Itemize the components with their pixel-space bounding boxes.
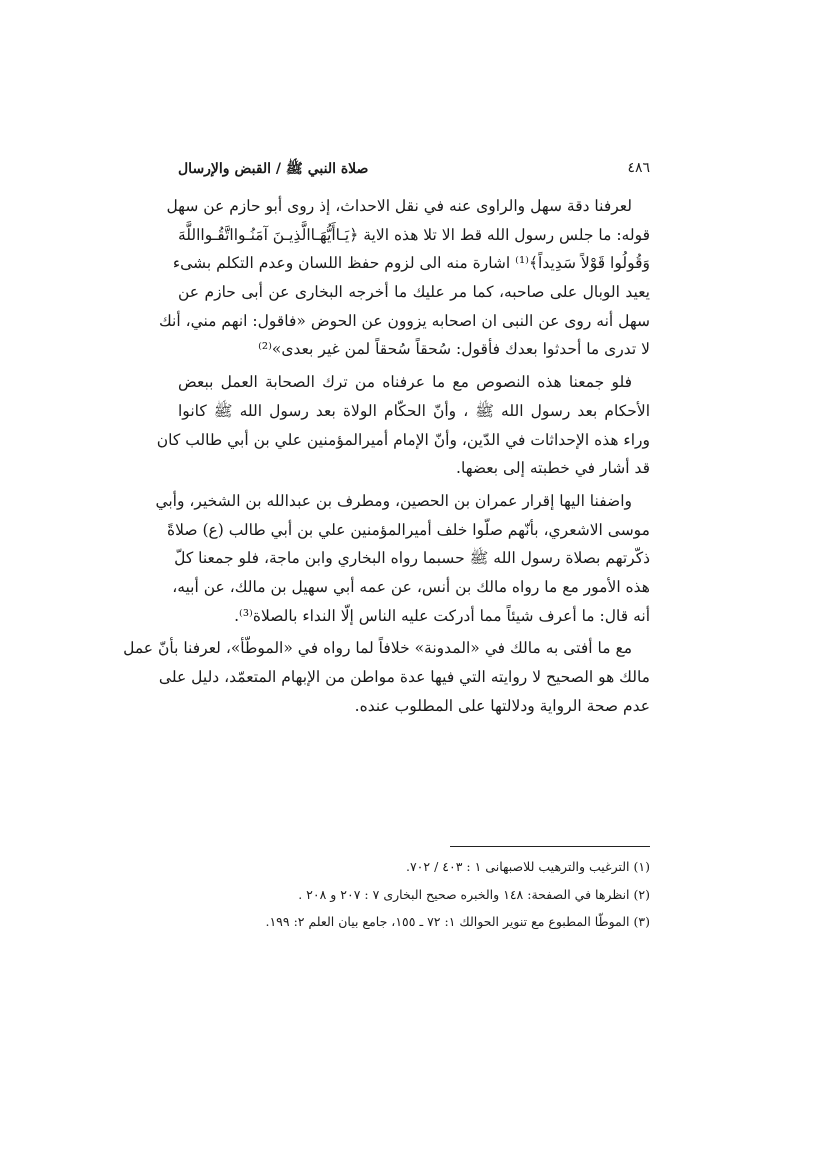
text-line: عدم صحة الرواية ودلالتها على المطلوب عنده. [354, 696, 650, 715]
text-line: الأحكام بعد رسول الله ﷺ ، وأنّ الحكّام الولاة بعد رسول الله ﷺ كانوا [178, 401, 650, 420]
text-line: لعرفنا دقة سهل والراوى عنه في نقل الاحداث، إذ روى أبو حازم عن سهل [166, 197, 632, 215]
text-line: قد أشار في خطبته إلى بعضها. [456, 459, 650, 478]
text-line: سهل أنه روى عن النبى ان اصحابه يزوون عن الحوض «فاقول: انهم مني، أنك [158, 311, 650, 330]
text-line: لا تدرى ما أحدثوا بعدك فأقول: سُحقاً سُحقاً لمن غير بعدى»⁽²⁾ [258, 340, 650, 359]
page-number: ٤٨٦ [627, 160, 650, 176]
footnote-separator [450, 846, 650, 847]
main-text [123, 192, 650, 724]
text-line: وراء هذه الإحداثات في الدّين، وأنّ الإمام أميرالمؤمنين علي بن أبي طالب كان [156, 430, 650, 449]
text-line: قوله: ما جلس رسول الله قط الا تلا هذه الاية ﴿يَـاأَيُّهَـاالَّذِيـنَ آمَنُـوااتَّقُـوااللَّهَ [177, 225, 650, 244]
text-line: وَقُولُوا قَوْلاً سَدِيداً﴾⁽¹⁾ اشارة منه الى لزوم حفظ اللسان وعدم التكلم بشىء [172, 254, 650, 273]
footnote: (٢) انظرها في الصفحة: ١٤٨ والخبره صحيح البخارى ٧ : ٢٠٧ و ٢٠٨ . [298, 886, 650, 902]
paragraph [156, 368, 650, 483]
paragraph [155, 487, 650, 630]
text-line: أنه قال: ما أعرف شيئاً مما أدركت عليه الناس إلّا النداء بالصلاة⁽³⁾. [234, 606, 650, 625]
text-line: مع ما أفتى به مالك في «المدونة» خلافاً لما رواه في «الموطّأ»، لعرفنا بأنّ عمل [123, 639, 632, 658]
paragraph [123, 634, 650, 720]
text-line: يعيد الوبال على صاحبه، كما مر عليك ما أخرجه البخارى عن أبى حازم عن [178, 283, 650, 302]
footnote: (٣) الموطّا المطبوع مع تنوير الحوالك ١: ٧٢ ـ ١٥٥، جامع بيان العلم ٢: ١٩٩. [265, 914, 650, 929]
page-header [178, 158, 650, 182]
text-line: ذكّرتهم بصلاة رسول الله ﷺ حسبما رواه البخاري وابن ماجة، فلو جمعنا كلّ [174, 549, 650, 568]
text-line: واضفنا اليها إقرار عمران بن الحصين، ومطرف بن عبدالله بن الشخير، وأبي [155, 491, 632, 510]
paragraph [158, 192, 650, 364]
running-title: صلاة النبي ﷺ / القبض والإرسال [178, 161, 369, 177]
text-line: هذه الأمور مع ما رواه مالك بن أنس، عن عمه أبي سهيل بن مالك، عن أبيه، [172, 577, 650, 596]
footnote: (١) الترغيب والترهيب للاصبهانى ١ : ٤٠٣ / ٧٠٢. [405, 859, 650, 874]
text-line: موسى الاشعري، بأنّهم صلّوا خلف أميرالمؤمنين علي بن أبي طالب (ع) صلاةً [166, 520, 650, 539]
text-line: فلو جمعنا هذه النصوص مع ما عرفناه من ترك الصحابة العمل ببعض [178, 373, 632, 392]
footnotes [178, 855, 650, 938]
text-line: مالك هو الصحيح لا روايته التي فيها عدة مواطن من الإبهام المتعمّد، دليل على [158, 668, 650, 686]
